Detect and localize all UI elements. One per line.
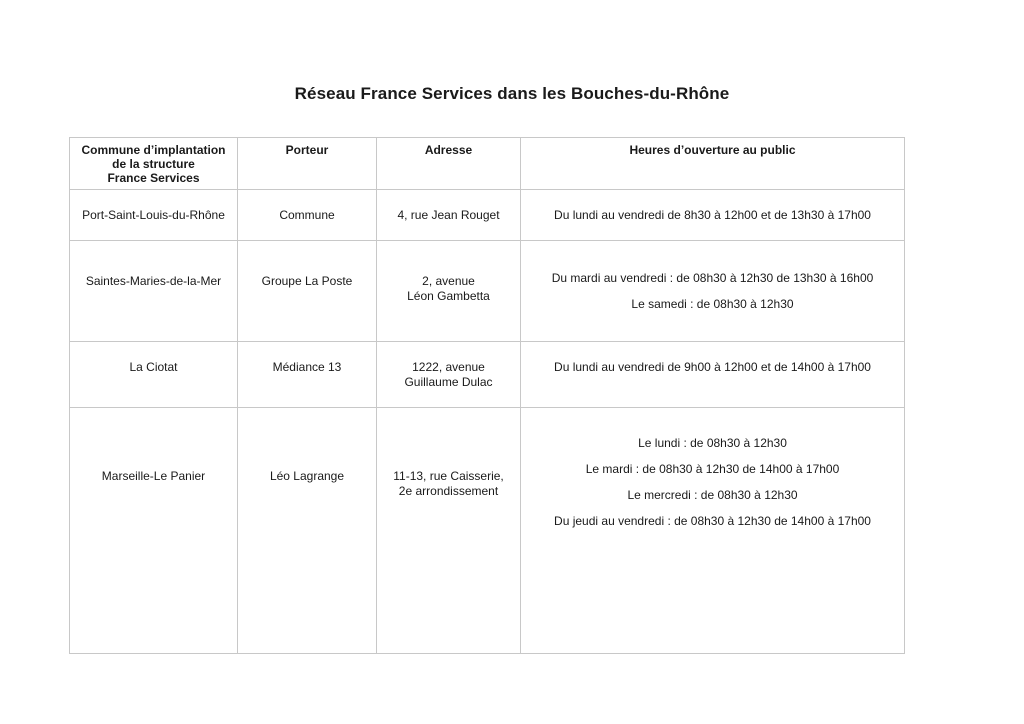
cell-porteur [238, 408, 377, 654]
cell-adresse [377, 241, 521, 342]
cell-porteur [238, 241, 377, 342]
commune-text: Port-Saint-Louis-du-Rhône [82, 208, 225, 222]
hours-line: Le mercredi : de 08h30 à 12h30 [627, 488, 798, 502]
hours-line: Le mardi : de 08h30 à 12h30 de 14h00 à 17h00 [585, 462, 840, 476]
adresse-line: Léon Gambetta [407, 289, 490, 303]
adresse-line: 11-13, rue Caisserie, [393, 469, 504, 483]
cell-adresse [377, 190, 521, 241]
adresse-line: 2e arrondissement [398, 484, 499, 498]
cell-heures [521, 408, 905, 654]
hours-line: Le samedi : de 08h30 à 12h30 [631, 297, 794, 311]
adresse-line: 1222, avenue [412, 360, 485, 374]
table-row [70, 190, 905, 241]
cell-commune [70, 408, 238, 654]
header-commune-line: France Services [107, 171, 200, 185]
cell-heures [521, 342, 905, 408]
porteur-text: Médiance 13 [272, 360, 342, 374]
cell-heures [521, 190, 905, 241]
hours-line: Du lundi au vendredi de 8h30 à 12h00 et de 13h30 à 17h00 [554, 208, 871, 222]
header-commune [70, 138, 238, 190]
cell-porteur [238, 342, 377, 408]
hours-line: Le lundi : de 08h30 à 12h30 [638, 436, 787, 450]
cell-adresse [377, 342, 521, 408]
header-heures: Heures d’ouverture au public [521, 138, 905, 190]
cell-heures [521, 241, 905, 342]
table-row [70, 408, 905, 654]
cell-commune [70, 241, 238, 342]
table-row [70, 342, 905, 408]
table-row [70, 241, 905, 342]
cell-commune [70, 190, 238, 241]
porteur-text: Léo Lagrange [269, 469, 345, 483]
commune-text: Saintes-Maries-de-la-Mer [85, 274, 222, 288]
france-services-table [69, 137, 905, 654]
page-title: Réseau France Services dans les Bouches-du-Rhône [294, 84, 730, 103]
hours-line: Du lundi au vendredi de 9h00 à 12h00 et de 14h00 à 17h00 [554, 360, 871, 374]
adresse-line: Guillaume Dulac [404, 375, 493, 389]
header-commune-line: Commune d’implantation [81, 143, 226, 157]
hours-line: Du jeudi au vendredi : de 08h30 à 12h30 de 14h00 à 17h00 [554, 514, 871, 528]
porteur-text: Groupe La Poste [261, 274, 353, 288]
adresse-line: 4, rue Jean Rouget [397, 208, 500, 222]
cell-porteur [238, 190, 377, 241]
header-porteur: Porteur [238, 138, 377, 190]
cell-commune [70, 342, 238, 408]
porteur-text: Commune [279, 208, 335, 222]
adresse-line: 2, avenue [422, 274, 475, 288]
commune-text: Marseille-Le Panier [101, 469, 206, 483]
header-adresse: Adresse [377, 138, 521, 190]
header-commune-line: de la structure [112, 157, 195, 171]
cell-adresse [377, 408, 521, 654]
commune-text: La Ciotat [129, 360, 178, 374]
table-header-row [70, 138, 905, 190]
hours-line: Du mardi au vendredi : de 08h30 à 12h30 de 13h30 à 16h00 [551, 271, 874, 285]
